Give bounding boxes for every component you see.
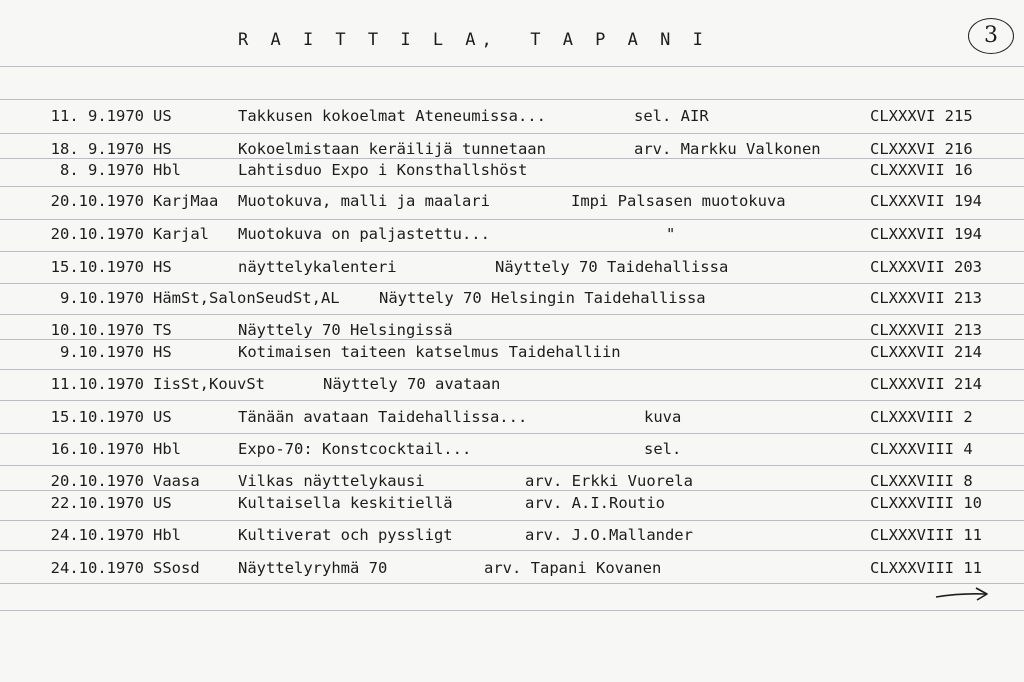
entry-source: US: [153, 494, 172, 512]
entry-row: [0, 255, 1024, 279]
entry-title: Näyttely 70 Helsingissä: [238, 321, 453, 339]
entry-date: 20.10.1970: [50, 472, 144, 490]
entry-row: [0, 318, 1024, 342]
entry-title: näyttelykalenteri: [238, 258, 397, 276]
entry-row: [0, 158, 1024, 182]
rule-line: [0, 610, 1024, 611]
entry-title: Kultiverat och pyssligt: [238, 526, 453, 544]
rule-line: [0, 283, 1024, 284]
entry-date: 18. 9.1970: [50, 140, 144, 158]
entry-title: Näyttely 70 Helsingin Taidehallissa: [379, 289, 706, 307]
entry-source: Hbl: [153, 440, 181, 458]
entry-source: HS: [153, 258, 172, 276]
entry-reference: CLXXXVII 203: [870, 258, 982, 276]
entry-reference: CLXXXVIII 2: [870, 408, 973, 426]
card-title: R A I T T I L A, T A P A N I: [238, 30, 709, 50]
rule-line: [0, 219, 1024, 220]
rule-line: [0, 186, 1024, 187]
entry-row: [0, 405, 1024, 429]
entry-reference: CLXXXVI 216: [870, 140, 973, 158]
entry-source: HS: [153, 343, 172, 361]
entry-reference: CLXXXVIII 11: [870, 526, 982, 544]
entry-date: 15.10.1970: [50, 408, 144, 426]
entry-source: Hbl: [153, 161, 181, 179]
rule-line: [0, 583, 1024, 584]
entry-source: US: [153, 408, 172, 426]
rule-line: [0, 133, 1024, 134]
entry-note: sel.: [644, 440, 682, 458]
entry-date: 8. 9.1970: [60, 161, 144, 179]
rule-line: [0, 400, 1024, 401]
rule-line: [0, 99, 1024, 100]
entry-reference: CLXXXVII 16: [870, 161, 973, 179]
entry-date: 24.10.1970: [50, 559, 144, 577]
entry-source: TS: [153, 321, 172, 339]
entry-title: Muotokuva on paljastettu...: [238, 225, 490, 243]
entry-reference: CLXXXVII 213: [870, 289, 982, 307]
rule-line: [0, 550, 1024, 551]
rule-line: [0, 251, 1024, 252]
entry-title: Tänään avataan Taidehallissa...: [238, 408, 528, 426]
entry-date: 20.10.1970: [50, 192, 144, 210]
entry-note: arv. Markku Valkonen: [634, 140, 821, 158]
entry-date: 24.10.1970: [50, 526, 144, 544]
entry-source: KarjMaa: [153, 192, 219, 210]
entry-row: [0, 523, 1024, 547]
entry-row: [0, 222, 1024, 246]
page-number-circle: 3: [968, 18, 1014, 54]
entry-reference: CLXXXVII 214: [870, 343, 982, 361]
entry-reference: CLXXXVIII 8: [870, 472, 973, 490]
entry-source: HS: [153, 140, 172, 158]
entry-reference: CLXXXVII 213: [870, 321, 982, 339]
entry-source: HämSt,SalonSeudSt,AL: [153, 289, 340, 307]
entry-title: Vilkas näyttelykausi: [238, 472, 425, 490]
entry-source: Hbl: [153, 526, 181, 544]
entry-note: sel. AIR: [634, 107, 709, 125]
entry-date: 15.10.1970: [50, 258, 144, 276]
entry-note: arv. Tapani Kovanen: [484, 559, 662, 577]
entry-note: arv. J.O.Mallander: [525, 526, 693, 544]
entry-title: Kokoelmistaan keräilijä tunnetaan: [238, 140, 546, 158]
entry-row: [0, 491, 1024, 515]
entry-date: 9.10.1970: [60, 343, 144, 361]
entry-date: 9.10.1970: [60, 289, 144, 307]
entry-note: Impi Palsasen muotokuva: [571, 192, 786, 210]
entry-title: Kultaisella keskitiellä: [238, 494, 453, 512]
entry-source: SSosd: [153, 559, 200, 577]
entry-source: IisSt,KouvSt: [153, 375, 265, 393]
rule-line: [0, 66, 1024, 67]
entry-date: 22.10.1970: [50, 494, 144, 512]
entry-title: Näyttelyryhmä 70: [238, 559, 388, 577]
entry-reference: CLXXXVIII 11: [870, 559, 982, 577]
entry-row: [0, 104, 1024, 128]
rule-line: [0, 465, 1024, 466]
arrow-right-icon: [934, 584, 990, 606]
entry-date: 11.10.1970: [50, 375, 144, 393]
entry-reference: CLXXXVI 215: [870, 107, 973, 125]
entry-row: [0, 556, 1024, 580]
entry-row: [0, 340, 1024, 364]
rule-line: [0, 314, 1024, 315]
entry-reference: CLXXXVII 214: [870, 375, 982, 393]
entry-reference: CLXXXVIII 10: [870, 494, 982, 512]
entry-source: Vaasa: [153, 472, 200, 490]
entry-row: [0, 469, 1024, 493]
entry-reference: CLXXXVII 194: [870, 225, 982, 243]
entry-source: US: [153, 107, 172, 125]
entry-row: [0, 437, 1024, 461]
entry-date: 20.10.1970: [50, 225, 144, 243]
entry-reference: CLXXXVII 194: [870, 192, 982, 210]
entry-title: Muotokuva, malli ja maalari: [238, 192, 490, 210]
rule-line: [0, 520, 1024, 521]
entry-title: Takkusen kokoelmat Ateneumissa...: [238, 107, 546, 125]
entry-title: Expo-70: Konstcocktail...: [238, 440, 472, 458]
entry-row: [0, 372, 1024, 396]
entry-date: 11. 9.1970: [50, 107, 144, 125]
entry-note: ": [666, 225, 676, 243]
entry-row: [0, 189, 1024, 213]
entry-note: arv. A.I.Routio: [525, 494, 665, 512]
entry-note: arv. Erkki Vuorela: [525, 472, 693, 490]
entry-date: 16.10.1970: [50, 440, 144, 458]
entry-date: 10.10.1970: [50, 321, 144, 339]
entry-source: Karjal: [153, 225, 209, 243]
entry-title: Lahtisduo Expo i Konsthallshöst: [238, 161, 528, 179]
rule-line: [0, 433, 1024, 434]
entry-note: Näyttely 70 Taidehallissa: [495, 258, 729, 276]
rule-line: [0, 369, 1024, 370]
entry-title: Kotimaisen taiteen katselmus Taidehalliin: [238, 343, 621, 361]
entry-row: [0, 286, 1024, 310]
entry-title: Näyttely 70 avataan: [323, 375, 501, 393]
entry-note: kuva: [644, 408, 682, 426]
entry-reference: CLXXXVIII 4: [870, 440, 973, 458]
